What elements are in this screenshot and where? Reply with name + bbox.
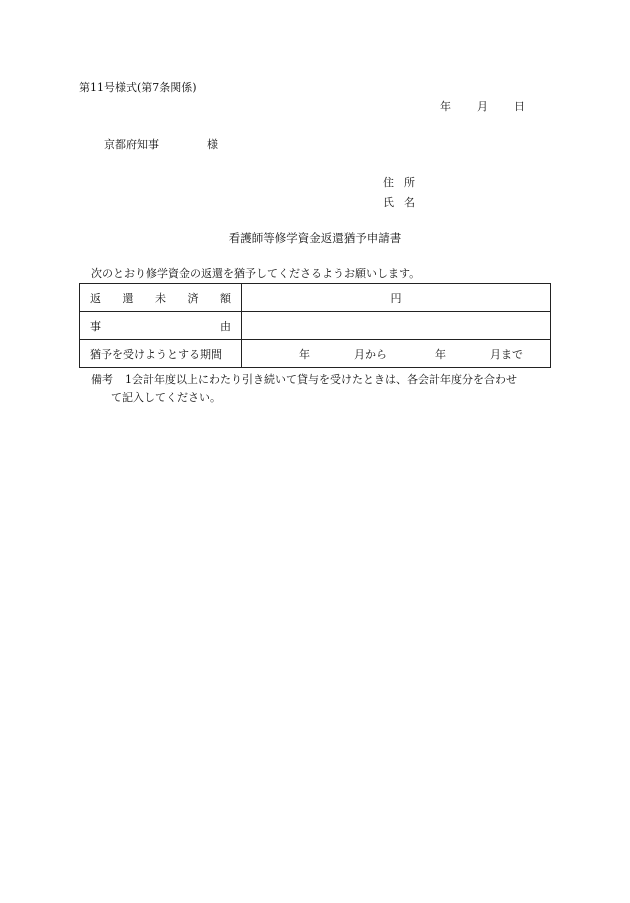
form-number: 第11号様式(第7条関係) (79, 81, 197, 94)
remarks-heading: 備考 (91, 373, 113, 386)
application-table (79, 283, 551, 368)
unpaid-amount-field[interactable] (242, 284, 551, 312)
period-year-to: 年 (435, 347, 446, 361)
intro-text: 次のとおり修学資金の返還を猶予してくださるようお願いします。 (91, 267, 421, 280)
label-char: 未 (155, 291, 166, 305)
table-row (80, 340, 551, 368)
deferment-period-field[interactable] (242, 340, 551, 368)
label-char: 還 (122, 291, 134, 305)
date-month-label: 月 (477, 100, 488, 113)
label-char: 済 (187, 291, 199, 305)
unpaid-amount-label (80, 284, 242, 312)
reason-field[interactable] (242, 312, 551, 340)
period-month-from: 月から (354, 347, 387, 361)
table-row (80, 284, 551, 312)
address-label: 住所 (383, 176, 425, 189)
remarks (91, 374, 517, 385)
label-char: 額 (220, 291, 231, 305)
addressee-honorific: 様 (207, 138, 218, 151)
label-char: 返 (90, 291, 101, 305)
date-line (440, 101, 525, 112)
yen-unit: 円 (390, 291, 402, 305)
addressee-name: 京都府知事 (104, 138, 159, 151)
period-month-to: 月まで (490, 347, 523, 361)
date-year-label: 年 (440, 100, 451, 113)
document-title: 看護師等修学資金返還猶予申請書 (228, 231, 402, 245)
reason-label (80, 312, 242, 340)
name-label: 氏名 (383, 196, 425, 209)
date-day-label: 日 (514, 100, 525, 113)
remarks-text-line2: て記入してください。 (111, 391, 221, 404)
label-char: 由 (220, 319, 231, 333)
period-year-from: 年 (299, 347, 310, 361)
label-char: 事 (90, 319, 101, 333)
table-row (80, 312, 551, 340)
remarks-text-line1: 1会計年度以上にわたり引き続いて貸与を受けたときは、各会計年度分を合わせ (125, 373, 517, 386)
deferment-period-label-text: 猶予を受けようとする期間 (90, 347, 222, 361)
addressee (104, 139, 218, 150)
deferment-period-label (80, 340, 242, 368)
